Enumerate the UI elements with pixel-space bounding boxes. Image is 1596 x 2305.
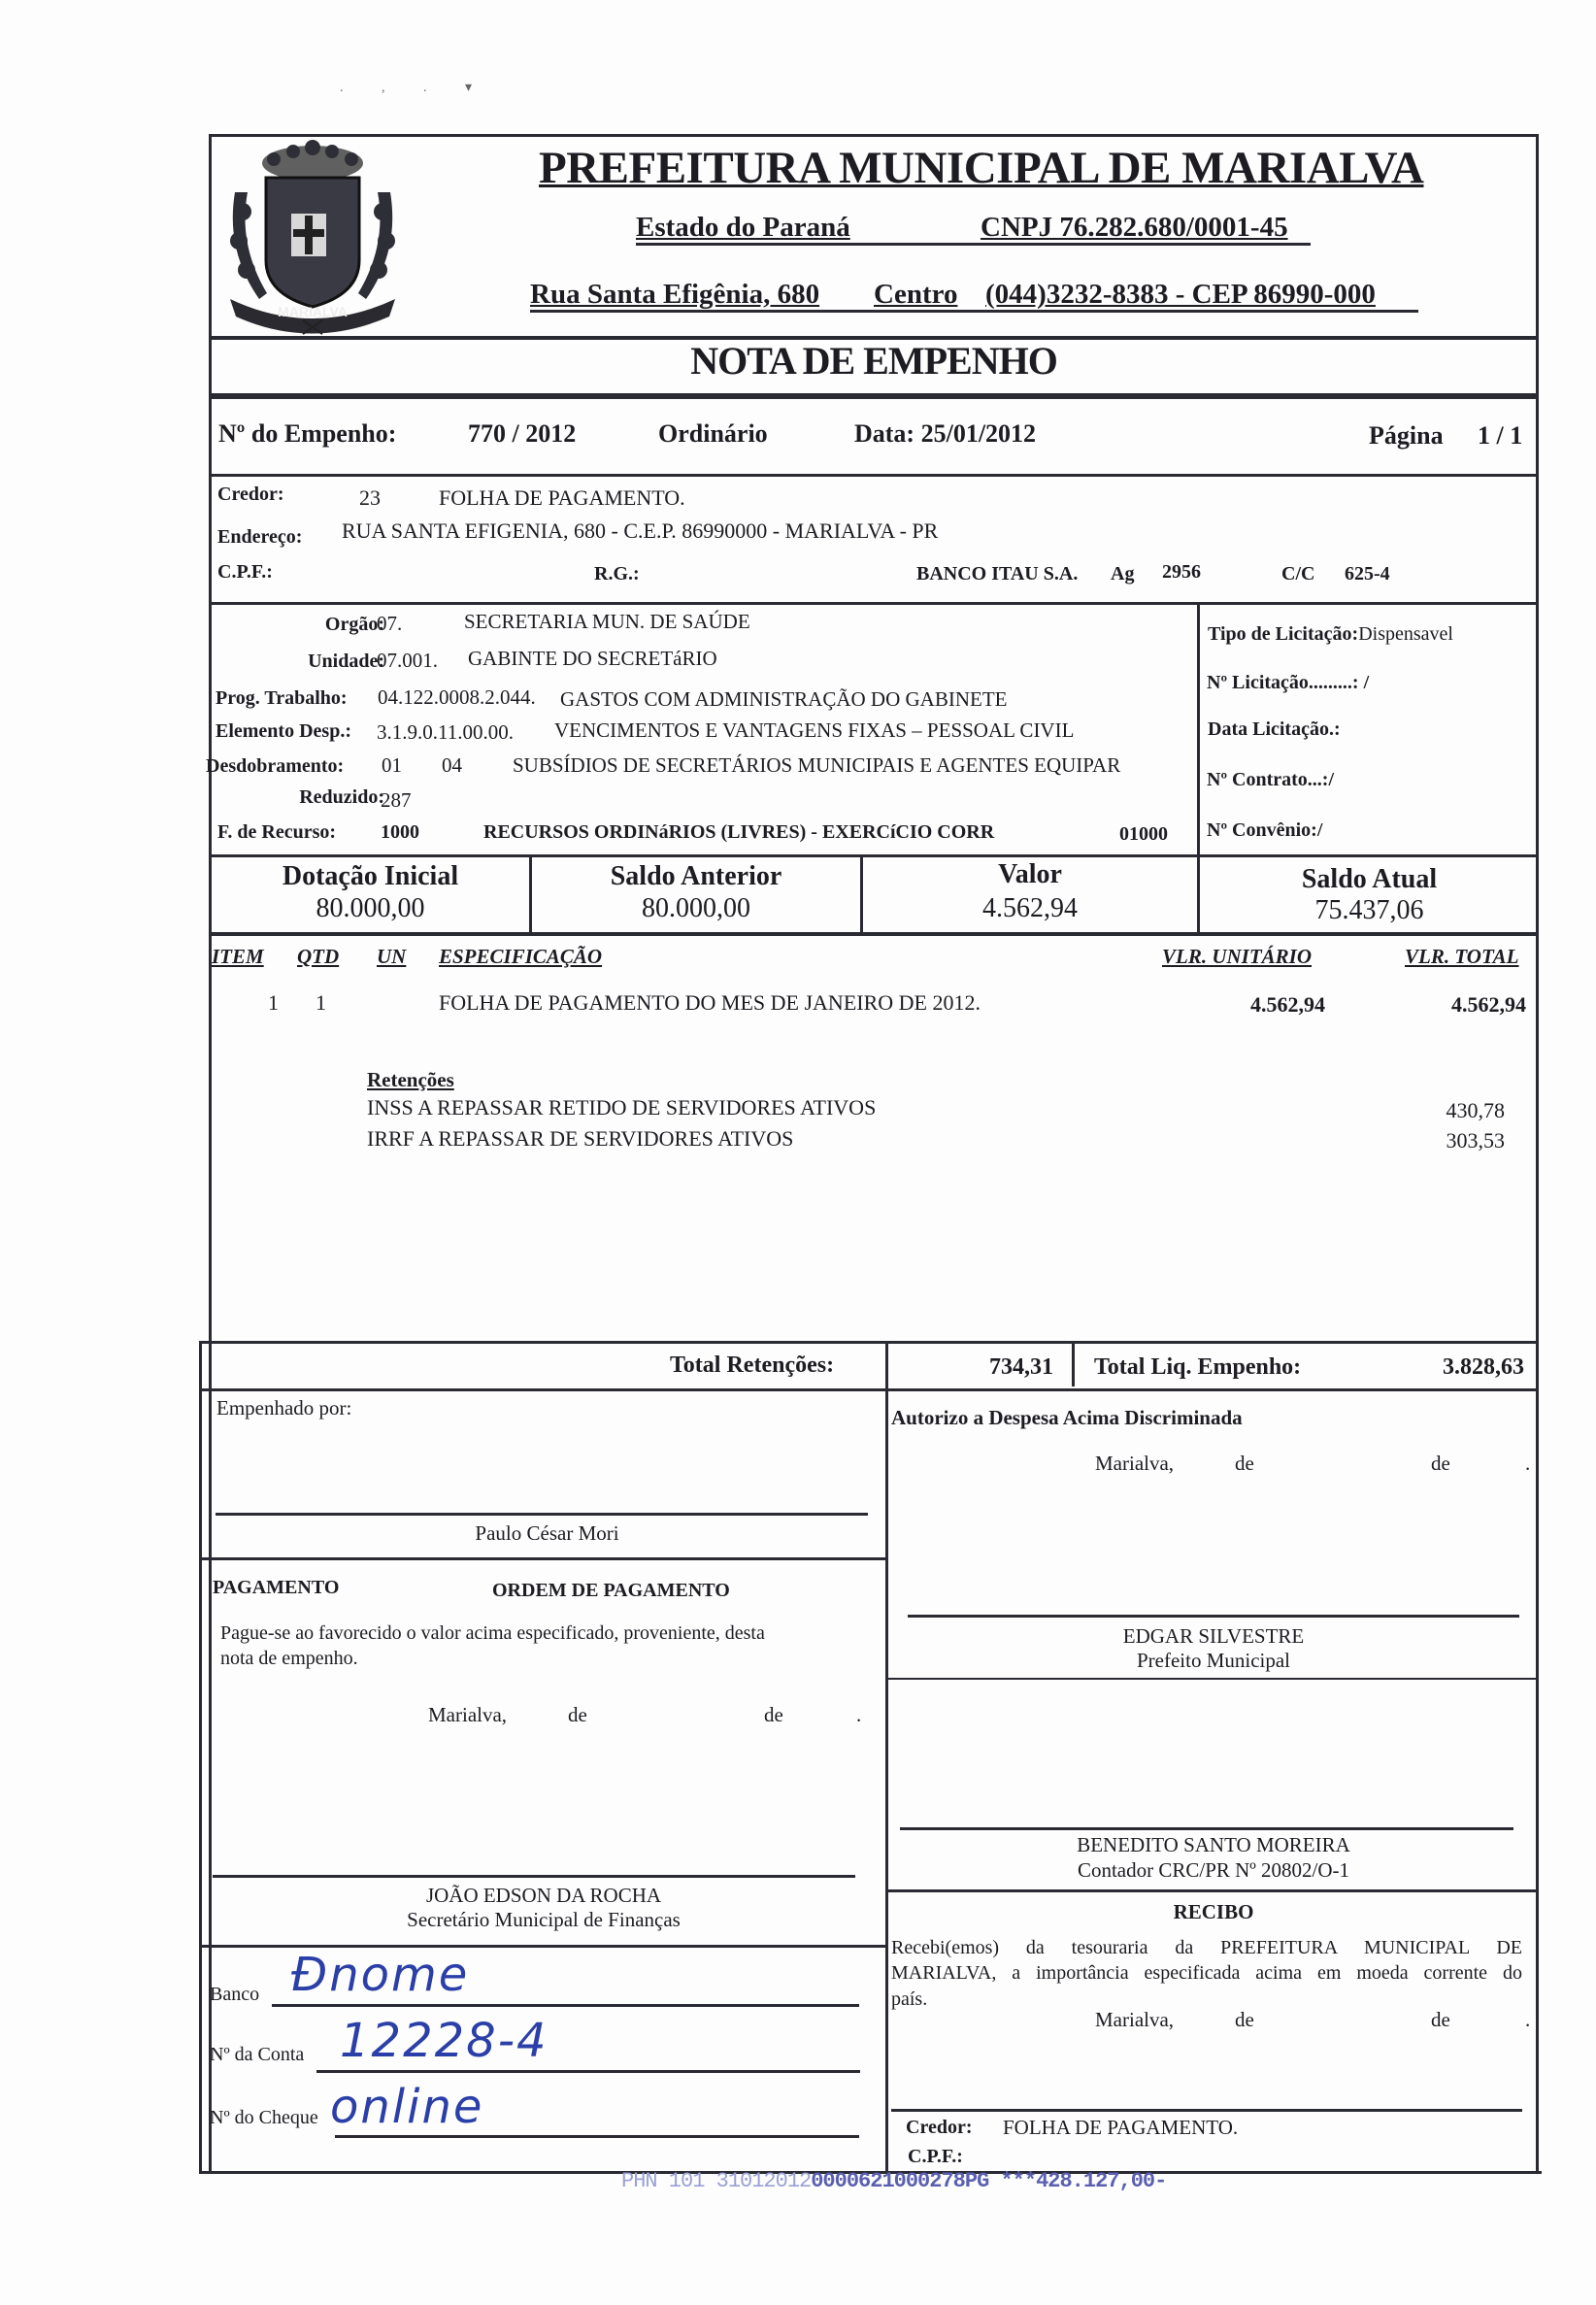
- account-label: C/C: [1281, 563, 1315, 585]
- desdobramento-code2: 04: [442, 753, 462, 777]
- autorizo-de2: de: [1431, 1452, 1450, 1475]
- divider: [209, 854, 1539, 857]
- contador-role: Contador CRC/PR Nº 20802/O-1: [1077, 1858, 1350, 1882]
- item-qtd: 1: [316, 990, 326, 1015]
- unidade-label: Unidade:: [308, 651, 384, 672]
- empenhado-signer: Paulo César Mori: [475, 1521, 619, 1545]
- secretario-name: JOÃO EDSON DA ROCHA: [425, 1884, 662, 1907]
- reduzido-label: Reduzido:: [299, 786, 384, 808]
- autorizo-de1: de: [1235, 1452, 1254, 1475]
- desdobramento-name: SUBSÍDIOS DE SECRETÁRIOS MUNICIPAIS E AGENTES EQUIPAR: [513, 753, 1121, 777]
- divider: [202, 1341, 1539, 1344]
- signature-line: [891, 2109, 1522, 2112]
- pagamento-place: Marialva,: [428, 1703, 508, 1726]
- orgao-label: Orgão:: [324, 614, 384, 635]
- input-line: [316, 2070, 860, 2073]
- banco-label: Banco: [210, 1984, 260, 2005]
- orgao-name: SECRETARIA MUN. DE SAÚDE: [464, 610, 750, 633]
- col-header-spec: ESPECIFICAÇÃO: [439, 945, 603, 968]
- empenho-type: Ordinário: [658, 419, 768, 448]
- retencao-desc: IRRF A REPASSAR DE SERVIDORES ATIVOS: [367, 1126, 794, 1151]
- phone-cep: (044)3232-8383 - CEP 86990-000: [985, 279, 1376, 310]
- item-spec: FOLHA DE PAGAMENTO DO MES DE JANEIRO DE 2012.: [439, 990, 981, 1015]
- column-divider: [1197, 604, 1200, 858]
- col-header-unit-value: VLR. UNITÁRIO: [1162, 945, 1313, 968]
- pagamento-label: PAGAMENTO: [213, 1577, 340, 1598]
- empenho-number-label: Nº do Empenho:: [218, 419, 397, 448]
- col-header-un: UN: [377, 945, 407, 968]
- retencao-desc: INSS A REPASSAR RETIDO DE SERVIDORES ATIVOS: [367, 1095, 877, 1119]
- item-total-value: 4.562,94: [1451, 992, 1526, 1017]
- prog-label: Prog. Trabalho:: [216, 687, 348, 709]
- recibo-place: Marialva,: [1095, 2008, 1175, 2031]
- retencao-value: 430,78: [1446, 1098, 1505, 1122]
- pagamento-dot: .: [856, 1703, 862, 1726]
- recurso-name: RECURSOS ORDINáRIOS (LIVRES) - EXERCíCIO CORR: [483, 821, 995, 843]
- recibo-dot: .: [1525, 2008, 1531, 2031]
- divider: [209, 393, 1539, 399]
- summary-label: Saldo Atual: [1301, 864, 1438, 894]
- licitacao-number: Nº Licitação.........: /: [1207, 672, 1370, 693]
- recurso-label: F. de Recurso:: [217, 821, 337, 843]
- credor-label: Credor:: [217, 484, 284, 505]
- bank-authentication-stamp: [621, 2169, 1166, 2193]
- signature-line: [216, 1513, 868, 1516]
- input-line: [272, 2004, 859, 2007]
- cnpj: CNPJ 76.282.680/0001-45: [981, 212, 1288, 243]
- stamp-faint-text: PHN 101 31012012: [621, 2169, 812, 2193]
- total-liquido-label: Total Liq. Empenho:: [1094, 1354, 1302, 1380]
- licitacao-date: Data Licitação.:: [1208, 718, 1341, 740]
- credor-code: 23: [359, 485, 381, 510]
- pagamento-text-1: Pague-se ao favorecido o valor acima especificado, proveniente, desta: [220, 1622, 765, 1644]
- svg-text:MARIALVA: MARIALVA: [278, 304, 348, 319]
- total-retencoes-label: Total Retenções:: [670, 1353, 835, 1378]
- recibo-text-3: país.: [891, 1988, 928, 2010]
- item-number: 1: [268, 990, 279, 1015]
- signature-line: [900, 1827, 1513, 1830]
- elemento-code: 3.1.9.0.11.00.00.: [377, 720, 514, 744]
- prefeito-role: Prefeito Municipal: [1136, 1649, 1291, 1672]
- summary-label: Dotação Inicial: [282, 861, 459, 891]
- conta-label: Nº da Conta: [210, 2044, 305, 2065]
- unidade-code: 07.001.: [377, 649, 438, 672]
- recibo-de1: de: [1235, 2008, 1254, 2031]
- municipality-title: PREFEITURA MUNICIPAL DE MARIALVA: [539, 143, 1424, 193]
- recibo-de2: de: [1431, 2008, 1450, 2031]
- licitacao-type: [1208, 623, 1453, 646]
- divider: [202, 1388, 1539, 1391]
- orgao-code: 07.: [377, 612, 403, 635]
- column-divider: [885, 1341, 888, 1392]
- credor-name: FOLHA DE PAGAMENTO.: [439, 485, 685, 510]
- underline: [636, 243, 1311, 246]
- cheque-label: Nº do Cheque: [210, 2107, 318, 2128]
- contract-number: Nº Contrato...:/: [1207, 769, 1335, 790]
- rg-label: R.G.:: [594, 563, 640, 585]
- divider: [209, 474, 1539, 477]
- recibo-cpf-label: C.P.F.:: [908, 2146, 963, 2167]
- total-retencoes-value: 734,31: [989, 1354, 1053, 1380]
- licitacao-type-value: Dispensavel: [1358, 623, 1453, 645]
- elemento-name: VENCIMENTOS E VANTAGENS FIXAS – PESSOAL CIVIL: [554, 718, 1075, 742]
- recibo-text-1: Recebi(emos) da tesouraria da PREFEITURA MUNICIPAL DE: [891, 1937, 1522, 1958]
- col-header-qtd: QTD: [297, 945, 340, 968]
- secretario-role: Secretário Municipal de Finanças: [407, 1908, 681, 1931]
- scan-marks: . , . ▾: [340, 81, 490, 95]
- conta-value[interactable]: 12228-4: [340, 2014, 549, 2068]
- empenho-number: 770 / 2012: [468, 419, 577, 448]
- recibo-text-2: MARIALVA, a importância especificada acima em moeda corrente do: [891, 1962, 1522, 1984]
- total-liquido-value: 3.828,63: [1443, 1354, 1524, 1380]
- licitacao-type-label: Tipo de Licitação:: [1208, 623, 1359, 645]
- pagamento-de1: de: [568, 1703, 587, 1726]
- summary-label: Saldo Anterior: [610, 861, 782, 891]
- divider: [202, 1557, 887, 1560]
- stamp-bold-text: 0000621000278PG ***428.127,00-: [811, 2169, 1167, 2193]
- cpf-label: C.P.F.:: [217, 561, 273, 583]
- address-street: Rua Santa Efigênia, 680: [530, 279, 820, 310]
- frame-left: [199, 1341, 202, 2173]
- summary-value: 80.000,00: [316, 893, 425, 923]
- divider: [209, 602, 1539, 605]
- empenhado-label: Empenhado por:: [216, 1396, 352, 1420]
- autorizo-dot: .: [1525, 1452, 1531, 1475]
- recibo-credor-value: FOLHA DE PAGAMENTO.: [1003, 2116, 1239, 2139]
- document-title: NOTA DE EMPENHO: [690, 339, 1057, 383]
- page-number: 1 / 1: [1478, 421, 1523, 450]
- autorizo-title: Autorizo a Despesa Acima Discriminada: [891, 1406, 1243, 1429]
- desdobramento-code1: 01: [382, 753, 402, 777]
- prog-code: 04.122.0008.2.044.: [378, 685, 536, 709]
- retencoes-title: Retenções: [367, 1068, 454, 1091]
- retencao-value: 303,53: [1446, 1128, 1505, 1152]
- bank-name: BANCO ITAU S.A.: [916, 563, 1079, 585]
- summary-label: Valor: [998, 859, 1062, 889]
- agency-label: Ag: [1111, 563, 1135, 585]
- col-header-total-value: VLR. TOTAL: [1405, 945, 1519, 968]
- column-divider: [1072, 1343, 1075, 1386]
- agency-number: 2956: [1162, 561, 1201, 583]
- state-name: Estado do Paraná: [636, 212, 850, 243]
- divider: [209, 932, 1539, 936]
- page-label: Página: [1369, 421, 1444, 450]
- item-unit-value: 4.562,94: [1250, 992, 1325, 1017]
- summary-value: 80.000,00: [642, 893, 750, 923]
- summary-value: 75.437,06: [1314, 895, 1424, 925]
- address-label: Endereço:: [217, 526, 303, 548]
- signature-line: [908, 1615, 1519, 1618]
- recurso-code: 1000: [381, 821, 419, 843]
- recurso-suffix: 01000: [1119, 823, 1168, 845]
- input-line: [335, 2135, 859, 2138]
- credor-address: RUA SANTA EFIGENIA, 680 - C.E.P. 86990000 - MARIALVA - PR: [342, 518, 939, 543]
- convenio-number: Nº Convênio:/: [1207, 819, 1323, 841]
- col-header-item: ITEM: [212, 945, 264, 968]
- contador-name: BENEDITO SANTO MOREIRA: [1077, 1833, 1350, 1856]
- recibo-title: RECIBO: [1173, 1900, 1254, 1923]
- autorizo-place: Marialva,: [1095, 1452, 1175, 1475]
- divider: [885, 1889, 1539, 1892]
- prefeito-name: EDGAR SILVESTRE: [1122, 1624, 1305, 1648]
- column-divider: [885, 1388, 888, 2173]
- prog-name: GASTOS COM ADMINISTRAÇÃO DO GABINETE: [560, 687, 1008, 711]
- divider: [885, 1678, 1539, 1680]
- cheque-value[interactable]: online: [330, 2080, 484, 2134]
- empenho-date: Data: 25/01/2012: [854, 419, 1037, 448]
- account-number: 625-4: [1345, 563, 1390, 585]
- municipal-coat-of-arms-icon: [216, 134, 410, 336]
- signature-line: [213, 1875, 855, 1878]
- elemento-label: Elemento Desp.:: [216, 720, 351, 742]
- underline: [530, 310, 1418, 313]
- desdobramento-label: Desdobramento:: [206, 755, 345, 777]
- ordem-pagamento-title: ORDEM DE PAGAMENTO: [492, 1580, 730, 1601]
- address-district: Centro: [874, 279, 958, 310]
- pagamento-de2: de: [764, 1703, 783, 1726]
- pagamento-text-2: nota de empenho.: [220, 1648, 358, 1669]
- reduzido-value: 287: [381, 788, 412, 812]
- banco-value[interactable]: Ðnome: [291, 1948, 470, 2002]
- unidade-name: GABINTE DO SECRETáRIO: [468, 647, 717, 670]
- recibo-credor-label: Credor:: [906, 2117, 973, 2138]
- summary-value: 4.562,94: [982, 893, 1078, 923]
